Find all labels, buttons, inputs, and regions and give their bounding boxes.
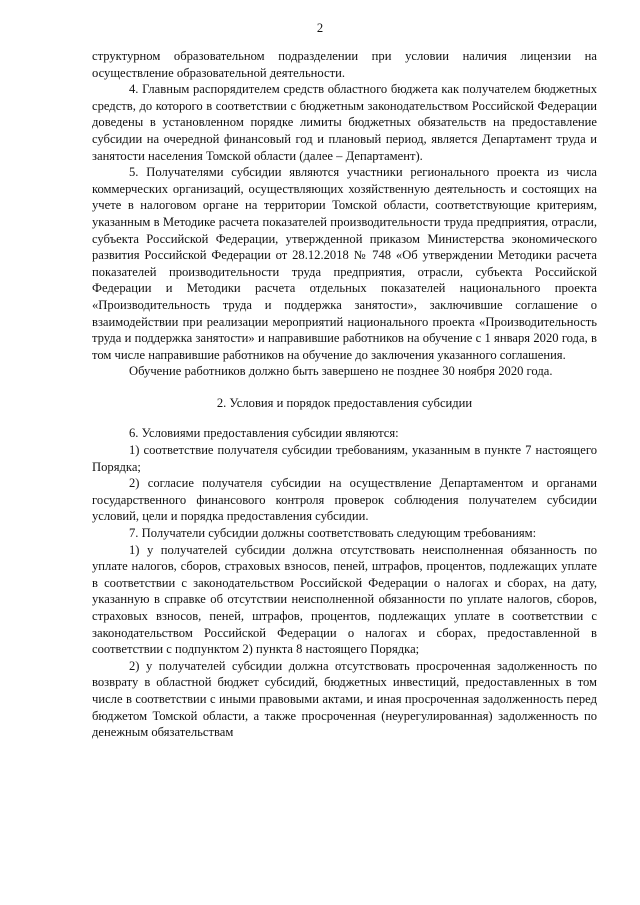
paragraph-continuation: структурном образовательном подразделении при условии наличия лицензии на осуществление образовательной деятельности. [92,49,597,80]
page-number: 2 [316,21,324,35]
paragraph-item-6-1: 1) соответствие получателя субсидии требованиям, указанным в пункте 7 настоящего Порядка; [92,443,597,474]
paragraph-item-6: 6. Условиями предоставления субсидии являются: [129,426,399,441]
paragraph-item-4: 4. Главным распорядителем средств областного бюджета как получателем бюджетных средств, до которого в соответствии с бюджетным законодательством Российской Федерации доведены в установленном порядке лимиты бюджетных обязательств на предоставление субсидии на очередной финансовый год и плановый период, является Департамент труда и занятости населения Томской области (далее – Департамент). [92,82,597,163]
paragraph-item-7-1: 1) у получателей субсидии должна отсутствовать неисполненная обязанность по уплате налогов, сборов, страховых взносов, пеней, штрафов, процентов, подлежащих уплате в соответствии с законодательством Российской Федерации о налогах и сборах, на дату, указанную в справке об отсутствии неисполненной обязанности по уплате налогов, сборов, страховых взносов, пеней, штрафов, процентов, подлежащих уплате в соответствии с законодательством Российской Федерации о налогах и сборах, предоставленной в соответствии с подпунктом 2) пункта 8 настоящего Порядка; [92,542,597,657]
paragraph-item-6-2: 2) согласие получателя субсидии на осуществление Департаментом и органами государственного финансового контроля проверок соблюдения получателем субсидии условий, цели и порядка предоставления субсидии. [92,476,597,524]
paragraph-item-7: 7. Получатели субсидии должны соответствовать следующим требованиям: [129,526,537,541]
paragraph-item-7-2: 2) у получателей субсидии должна отсутствовать просроченная задолженность по возврату в областной бюджет субсидий, бюджетных инвестиций, предоставленных в том числе в соответствии с иными правовыми актами, и иная просроченная задолженность перед бюджетом Томской области, а также просроченная (неурегулированная) задолженность по денежным обязательствам [92,658,597,740]
document-body [92,48,597,741]
paragraph-training-deadline: Обучение работников должно быть завершено не позднее 30 ноября 2020 года. [129,364,553,379]
section-heading: 2. Условия и порядок предоставления субсидии [216,395,473,410]
paragraph-item-5: 5. Получателями субсидии являются участники регионального проекта из числа коммерческих организаций, осуществляющих хозяйственную деятельность и состоящих на учете в налоговом органе на территории Томской области, соответствующие критериям, указанным в Методике расчета показателей производительности труда предприятия, отрасли, субъекта Российской Федерации, утвержденной приказом Министерства экономического развития Российской Федерации от 28.12.2018 № 748 «Об утверждении Методики расчета показателей производительности труда предприятия, отрасли, субъекта Российской Федерации и Методики расчета отдельных показателей национального проекта «Производительность труда и поддержка занятости», заключившие соглашение о взаимодействии при реализации мероприятий национального проекта «Производительность труда и поддержка занятости» и направившие работников на обучение с 1 января 2020 года, в том числе направившие работников на обучение до заключения указанного соглашения. [92,165,597,362]
